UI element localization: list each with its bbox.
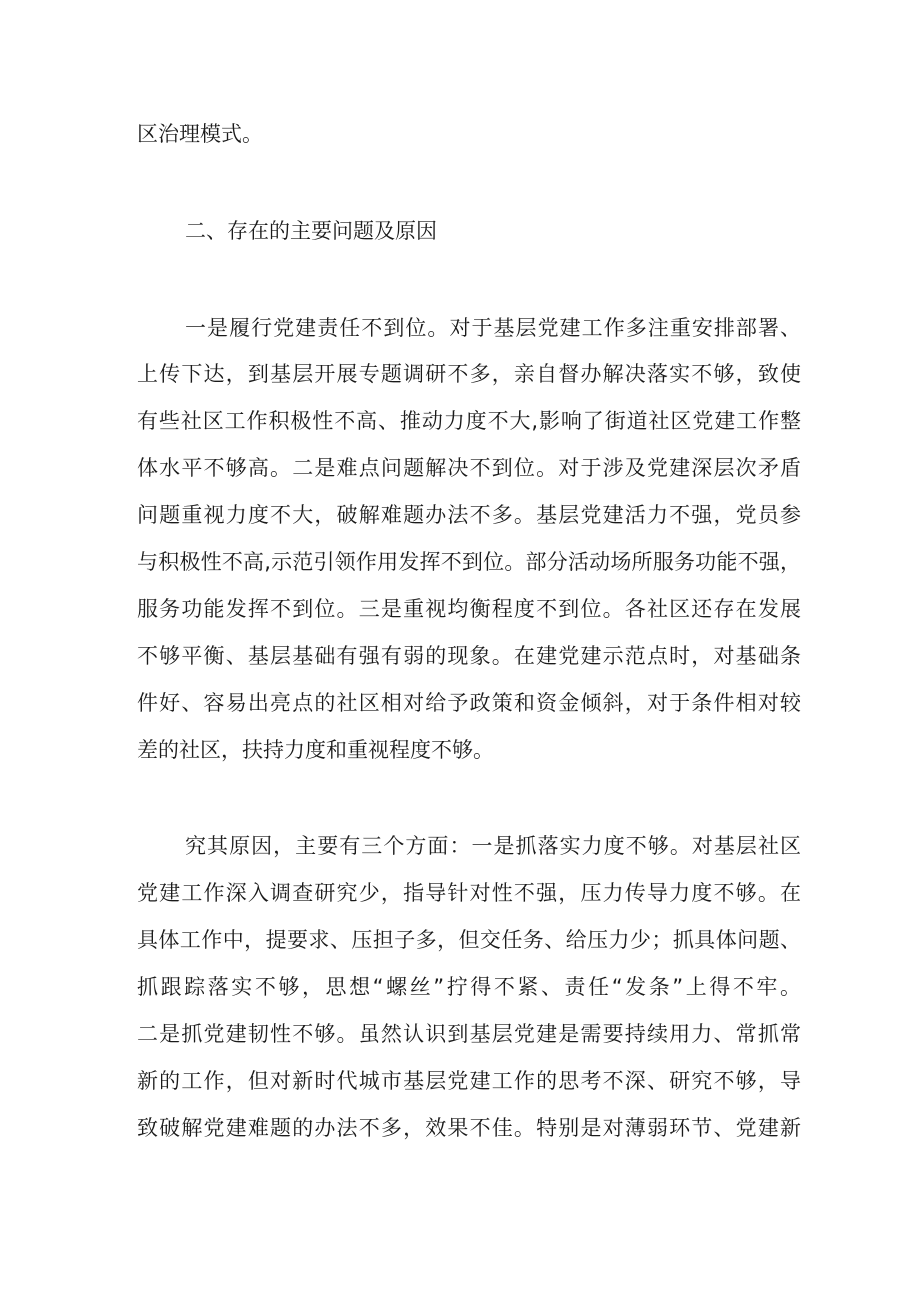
section-heading: 二、存在的主要问题及原因 (185, 219, 437, 243)
paragraph-line: 件好、容易出亮点的社区相对给予政策和资金倾斜，对于条件相对较 (137, 691, 801, 715)
paragraph-line: 体水平不够高。二是难点问题解决不到位。对于涉及党建深层次矛盾 (137, 456, 801, 480)
paragraph-line: 问题重视力度不大，破解难题办法不多。基层党建活力不强，党员参 (137, 503, 801, 527)
fragment-line: 区治理模式。 (137, 122, 263, 146)
paragraph-line: 抓跟踪落实不够，思想“螺丝”拧得不紧、责任“发条”上得不牢。 (137, 975, 801, 999)
paragraph-line: 有些社区工作积极性不高、推动力度不大,影响了街道社区党建工作整 (137, 409, 801, 433)
paragraph-line: 与积极性不高,示范引领作用发挥不到位。部分活动场所服务功能不强， (137, 550, 801, 574)
paragraph-line: 具体工作中，提要求、压担子多，但交任务、给压力少；抓具体问题、 (137, 928, 801, 952)
paragraph-line: 究其原因，主要有三个方面：一是抓落实力度不够。对基层社区 (185, 834, 801, 858)
paragraph-line: 服务功能发挥不到位。三是重视均衡程度不到位。各社区还存在发展 (137, 597, 801, 621)
paragraph-line: 一是履行党建责任不到位。对于基层党建工作多注重安排部署、 (185, 316, 801, 340)
paragraph-line: 二是抓党建韧性不够。虽然认识到基层党建是需要持续用力、常抓常 (137, 1022, 801, 1046)
paragraph-line: 上传下达，到基层开展专题调研不多，亲自督办解决落实不够，致使 (137, 362, 801, 386)
paragraph-line: 不够平衡、基层基础有强有弱的现象。在建党建示范点时，对基础条 (137, 644, 801, 668)
paragraph-line: 党建工作深入调查研究少，指导针对性不强，压力传导力度不够。在 (137, 881, 801, 905)
paragraph-line: 差的社区，扶持力度和重视程度不够。 (137, 738, 494, 762)
paragraph-line: 新的工作，但对新时代城市基层党建工作的思考不深、研究不够，导 (137, 1069, 801, 1093)
paragraph-line: 致破解党建难题的办法不多，效果不佳。特别是对薄弱环节、党建新 (137, 1116, 801, 1140)
